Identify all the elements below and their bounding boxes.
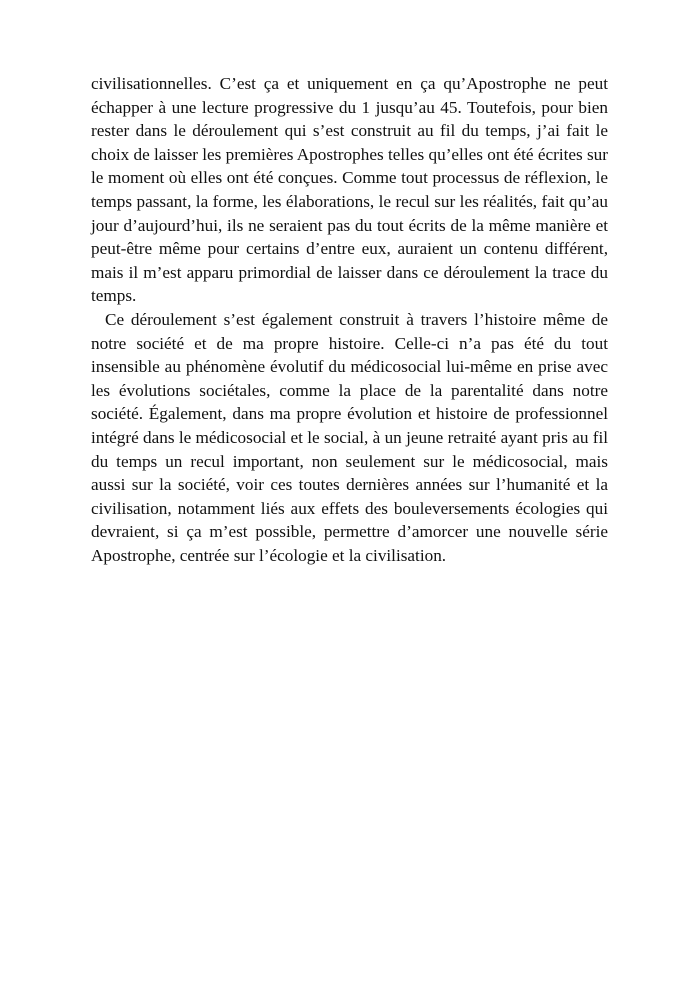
body-text (91, 72, 608, 567)
paragraph: Ce déroulement s’est également construit à travers l’histoire même de notre société et de ma propre histoire. Celle-ci n’a pas été du tout insensible au phénomène évolutif du médicosocial lui-même en prise avec les évolutions sociétales, comme la place de la parentalité dans notre société. Également, dans ma propre évolution et histoire de professionnel intégré dans le médicosocial et le social, à un jeune retraité ayant pris au fil du temps un recul important, non seulement sur le médicosocial, mais aussi sur la société, voir ces toutes dernières années sur l’humanité et la civilisation, notamment liés aux effets des bouleversements écologies qui devraient, si ça m’est possible, permettre d’amorcer une nouvelle série Apostrophe, centrée sur l’écologie et la civilisation. (91, 309, 608, 565)
paragraph-continuation: civilisationnelles. C’est ça et uniquement en ça qu’Apostrophe ne peut échapper à une lecture progressive du 1 jusqu’au 45. Toutefois, pour bien rester dans le déroulement qui s’est construit au fil du temps, j’ai fait le choix de laisser les premières Apostrophes telles qu’elles ont été écrites sur le moment où elles ont été conçues. Comme tout processus de réflexion, le temps passant, la forme, les élaborations, le recul sur les réalités, fait qu’au jour d’aujourd’hui, ils ne seraient pas du tout écrits de la même manière et peut-être même pour certains d’entre eux, auraient un contenu différent, mais il m’est apparu primordial de laisser dans ce déroulement la trace du temps. (91, 74, 608, 306)
